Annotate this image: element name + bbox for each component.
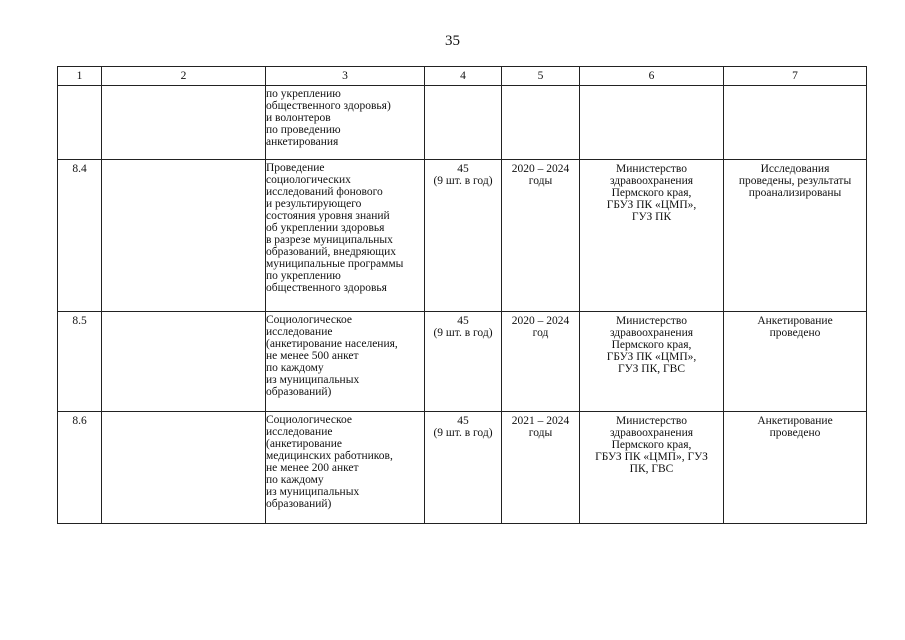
item-number-cell [58,86,102,160]
result-cell [724,312,867,412]
amount-cell [425,412,502,524]
column-header: 5 [502,67,580,86]
period-cell [502,86,580,160]
description-line: медицинских работников, [266,450,393,462]
table-row [58,312,867,412]
amount-note: (9 шт. в год) [433,427,493,439]
description-line: Проведение [266,162,325,174]
description-line: Социологическое [266,414,352,426]
column-header: 3 [266,67,425,86]
executor-line: ГУЗ ПК [631,211,672,223]
table-row [58,412,867,524]
result-line: Исследования [760,163,830,175]
executor-line: здравоохранения [609,427,694,439]
executor-line: ГБУЗ ПК «ЦМП», [606,351,697,363]
description-line: по каждому [266,362,324,374]
result-cell [724,412,867,524]
description-line: общественного здоровья [266,282,387,294]
executor-line: ГБУЗ ПК «ЦМП», [606,199,697,211]
item-number-cell: 8.5 [58,312,102,412]
description-line: по укреплению [266,88,341,100]
period-unit: годы [528,175,553,187]
executor-line: Министерство [616,415,687,427]
description-line: образований) [266,498,332,510]
column-2-cell [102,160,266,312]
description-line: по укреплению [266,270,341,282]
description-line: образований) [266,386,332,398]
period-unit: годы [528,427,553,439]
table-row [58,86,867,160]
executor-cell [580,312,724,412]
description-line: анкетирования [266,136,339,148]
executor-line: Пермского края, [611,339,692,351]
executor-line: ГУЗ ПК, ГВС [618,363,685,375]
description-line: образований, внедряющих [266,246,397,258]
description-line: социологических [266,174,351,186]
column-2-cell [102,412,266,524]
table-row [58,160,867,312]
description-line: по каждому [266,474,324,486]
description-line: общественного здоровья) [266,100,391,112]
amount-value: 45 [457,415,469,427]
description-line: и волонтеров [266,112,331,124]
executor-line: ГБУЗ ПК «ЦМП», ГУЗ [595,451,708,463]
description-line: (анкетирование населения, [266,338,398,350]
result-line: проведено [769,327,821,339]
result-line: проведены, результаты [738,175,852,187]
result-line: Анкетирование [757,315,833,327]
executor-line: Министерство [616,163,687,175]
result-line: Анкетирование [757,415,833,427]
description-line: Социологическое [266,314,352,326]
description-line: муниципальные программы [266,258,404,270]
program-table [57,66,867,524]
description-line: не менее 500 анкет [266,350,359,362]
table-header-row [58,67,867,86]
executor-line: здравоохранения [609,327,694,339]
column-header: 7 [724,67,867,86]
period-range: 2021 – 2024 [511,415,570,427]
description-line: исследование [266,326,333,338]
executor-line: Пермского края, [611,439,692,451]
activity-description-cell [266,312,425,412]
executor-line: Министерство [616,315,687,327]
result-line: проведено [769,427,821,439]
description-line: из муниципальных [266,486,360,498]
column-2-cell [102,312,266,412]
executor-line: здравоохранения [609,175,694,187]
page-number: 35 [445,33,460,49]
period-range: 2020 – 2024 [511,163,570,175]
executor-cell [580,412,724,524]
description-line: об укреплении здоровья [266,222,385,234]
period-cell [502,412,580,524]
result-line: проанализированы [748,187,842,199]
activity-description-cell [266,86,425,160]
result-cell [724,160,867,312]
column-header: 4 [425,67,502,86]
item-number-cell: 8.4 [58,160,102,312]
executor-cell [580,86,724,160]
column-header: 1 [58,67,102,86]
executor-line: ПК, ГВС [629,463,674,475]
description-line: и результирующего [266,198,362,210]
column-header: 6 [580,67,724,86]
amount-cell [425,160,502,312]
column-header: 2 [102,67,266,86]
description-line: состояния уровня знаний [266,210,390,222]
description-line: (анкетирование [266,438,342,450]
activity-description-cell [266,412,425,524]
amount-note: (9 шт. в год) [433,327,493,339]
description-line: из муниципальных [266,374,360,386]
amount-cell [425,312,502,412]
description-line: исследование [266,426,333,438]
amount-cell [425,86,502,160]
amount-value: 45 [457,163,469,175]
description-line: не менее 200 анкет [266,462,359,474]
description-line: по проведению [266,124,341,136]
column-2-cell [102,86,266,160]
amount-value: 45 [457,315,469,327]
period-range: 2020 – 2024 [511,315,570,327]
executor-cell [580,160,724,312]
item-number-cell: 8.6 [58,412,102,524]
period-unit: год [532,327,549,339]
amount-note: (9 шт. в год) [433,175,493,187]
period-cell [502,160,580,312]
activity-description-cell [266,160,425,312]
result-cell [724,86,867,160]
description-line: в разрезе муниципальных [266,234,393,246]
executor-line: Пермского края, [611,187,692,199]
period-cell [502,312,580,412]
description-line: исследований фонового [266,186,383,198]
